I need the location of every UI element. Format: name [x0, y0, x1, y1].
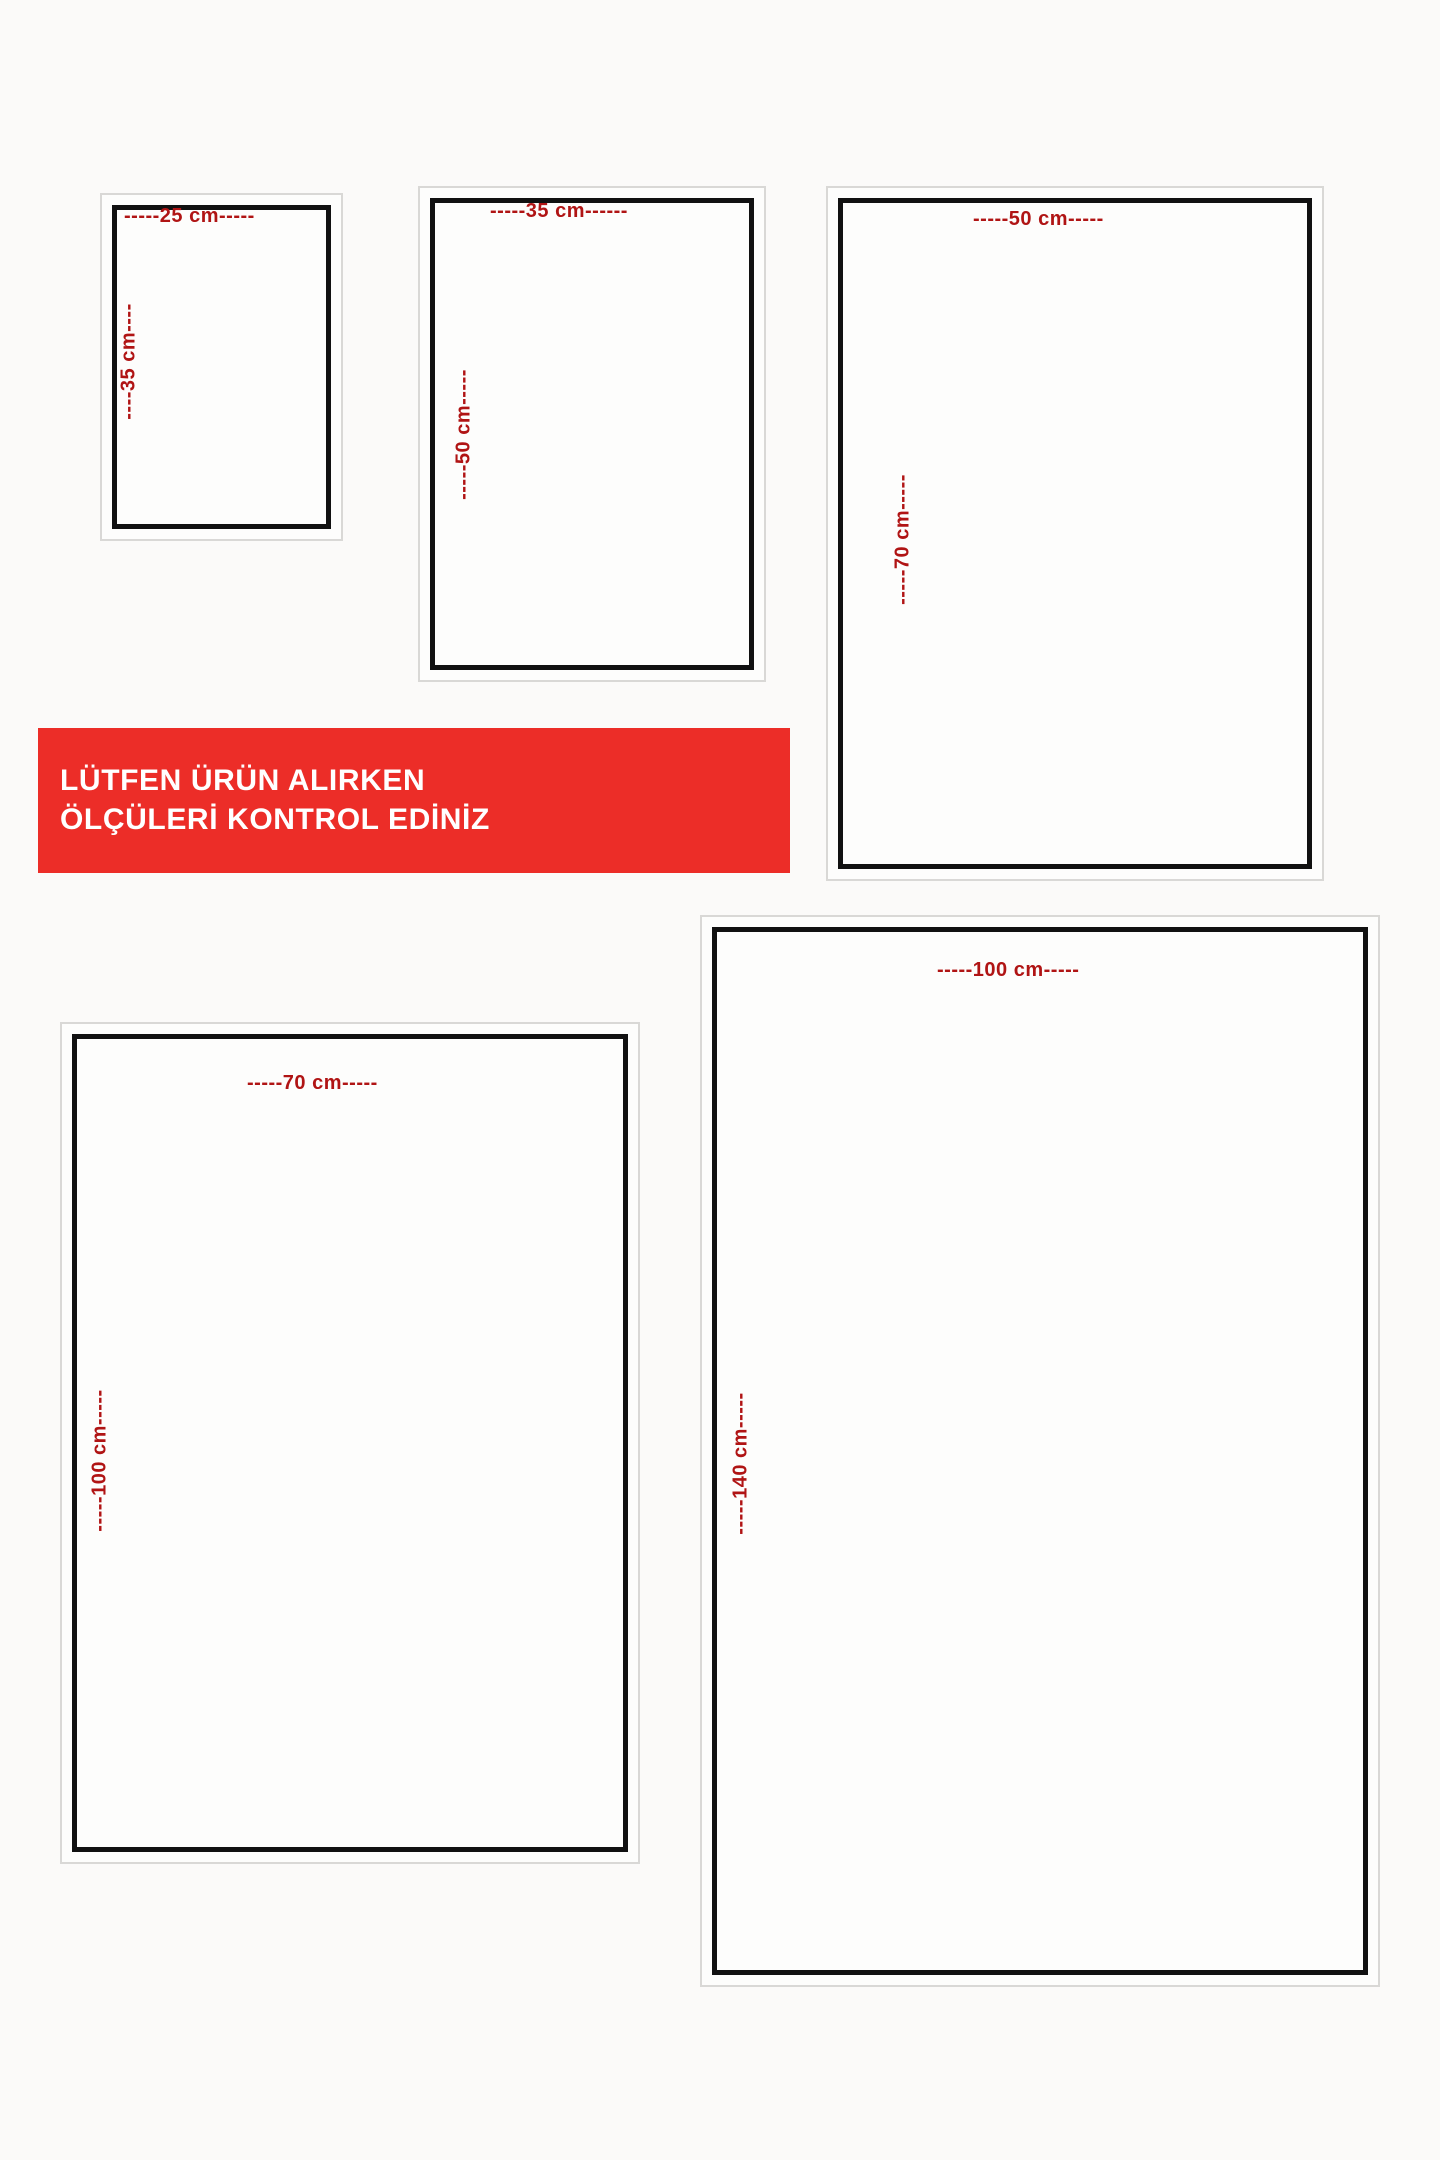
frame-50x70-height-label: -----70 cm----- — [891, 474, 914, 605]
frame-70x100 — [60, 1022, 640, 1864]
frame-70x100-inner — [72, 1034, 628, 1852]
frame-25x35-inner — [112, 205, 331, 529]
frame-35x50-width-label: -----35 cm------ — [490, 200, 628, 222]
size-warning-banner — [38, 728, 790, 873]
frame-70x100-width-label: -----70 cm----- — [247, 1072, 378, 1094]
frame-35x50-height-label: -----50 cm----- — [452, 369, 475, 500]
frame-100x140 — [700, 915, 1380, 1987]
frame-25x35-height-label: ----35 cm---- — [117, 303, 140, 420]
frame-50x70 — [826, 186, 1324, 881]
frame-70x100-height-label: -----100 cm----- — [88, 1389, 111, 1532]
banner-line-2: ÖLÇÜLERİ KONTROL EDİNİZ — [60, 802, 490, 836]
frame-25x35-width-label: -----25 cm----- — [124, 205, 255, 227]
frame-100x140-inner — [712, 927, 1368, 1975]
frame-100x140-height-label: -----140 cm----- — [729, 1392, 752, 1535]
frame-100x140-width-label: -----100 cm----- — [937, 959, 1080, 981]
banner-line-1: LÜTFEN ÜRÜN ALIRKEN — [60, 764, 426, 798]
frame-25x35 — [100, 193, 343, 541]
frame-35x50 — [418, 186, 766, 682]
frame-50x70-width-label: -----50 cm----- — [973, 208, 1104, 230]
frame-35x50-inner — [430, 198, 754, 670]
